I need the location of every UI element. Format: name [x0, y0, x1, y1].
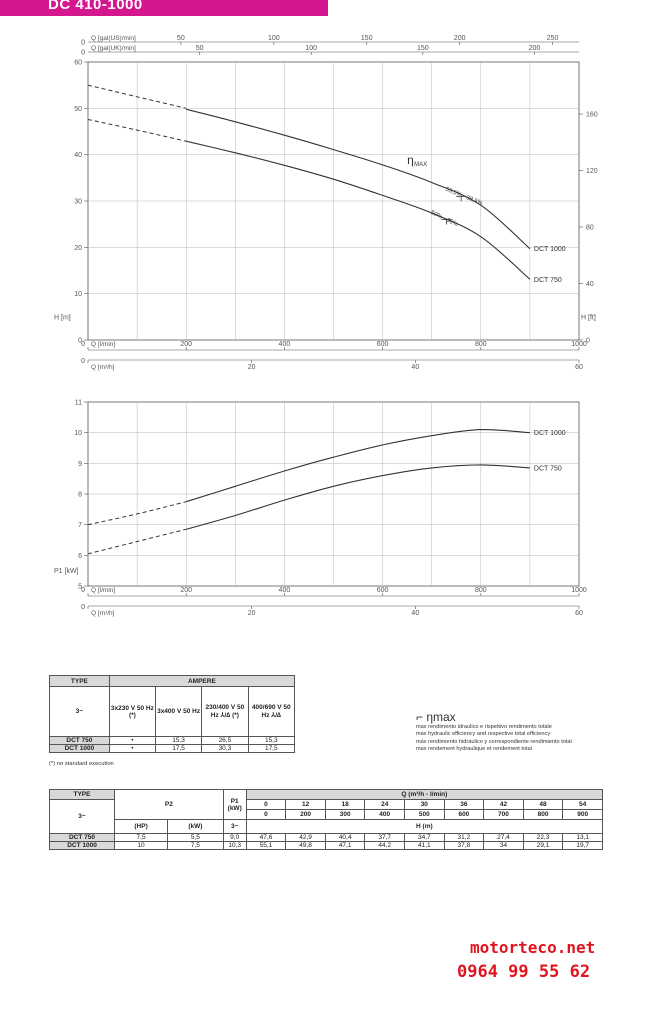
y-tick-label: 6	[78, 552, 82, 560]
ampere-col-0: 3x230 V 50 Hz (*)	[109, 687, 155, 737]
x-tick-label-m3h: 60	[575, 610, 583, 617]
y-tick-label: 5	[78, 583, 82, 591]
perf-unit-hp: (HP)	[115, 820, 168, 834]
table-row	[50, 745, 295, 753]
series-line	[186, 465, 530, 529]
efficiency-note	[416, 710, 572, 754]
y-right-tick-label: 0	[586, 337, 590, 345]
perf-p2-header: P2	[115, 790, 224, 820]
perf-q-m3h: 54	[563, 800, 603, 810]
x-tick-label-lmin: 0	[81, 341, 85, 348]
ampere-cell: •	[109, 737, 155, 745]
top-tick-label-us: 250	[546, 35, 559, 42]
x-tick-label-lmin: 0	[81, 587, 85, 594]
x-tick-label-lmin: 800	[474, 587, 487, 594]
perf-cell: 7,5	[168, 842, 224, 850]
perf-cell: 13,1	[563, 834, 603, 842]
efficiency-label: 50% - 36%	[429, 209, 459, 229]
perf-cell: 22,3	[523, 834, 563, 842]
perf-cell: 44,2	[365, 842, 405, 850]
perf-q-m3h: 0	[246, 800, 286, 810]
y-tick-label: 11	[74, 399, 82, 407]
perf-cell: 31,2	[444, 834, 484, 842]
ampere-col-1: 3x400 V 50 Hz	[155, 687, 201, 737]
perf-q-lmin: 300	[325, 810, 365, 820]
x-tick-label-m3h: 60	[575, 364, 583, 371]
efficiency-label: 53,5% - 38,5%	[444, 186, 484, 207]
perf-q-header: Q (m³/h - l/min)	[246, 790, 602, 800]
table-row	[50, 737, 295, 745]
efficiency-note-line: max hydraulic efficiency and respective total efficiency	[416, 731, 551, 738]
perf-cell: 42,9	[286, 834, 326, 842]
y-tick-label: 0	[78, 337, 82, 345]
perf-q-m3h: 42	[484, 800, 524, 810]
ampere-col-3: 400/690 V 50 Hz ⅄/∆	[248, 687, 294, 737]
x-tick-label-lmin: 600	[376, 341, 389, 348]
perf-cell: 19,7	[563, 842, 603, 850]
x-tick-label-lmin: 200	[180, 341, 193, 348]
perf-cell: 34,7	[405, 834, 445, 842]
perf-p1-header: P1 (kW)	[223, 790, 246, 820]
top-tick-label-uk: 200	[528, 45, 541, 52]
perf-cell: 29,1	[523, 842, 563, 850]
ampere-col-2: 230/400 V 50 Hz ⅄/∆ (*)	[202, 687, 248, 737]
x-tick-label-lmin: 400	[278, 587, 291, 594]
y-tick-label: 60	[74, 59, 82, 67]
perf-q-m3h: 12	[286, 800, 326, 810]
top-tick-label-uk: 150	[416, 45, 429, 52]
y-tick-label: 50	[74, 105, 82, 113]
y-tick-label: 20	[74, 244, 82, 252]
eta-annotation-sub: MAX	[414, 161, 428, 168]
y-tick-label: 40	[74, 152, 82, 160]
perf-q-lmin: 0	[246, 810, 286, 820]
y-tick-label: 7	[78, 522, 82, 530]
x-tick-label-m3h: 0	[81, 604, 85, 611]
top-tick-label-us: 50	[177, 35, 185, 42]
perf-cell: 41,1	[405, 842, 445, 850]
perf-phase: 3~	[50, 800, 115, 834]
perf-h-header: H (m)	[246, 820, 602, 834]
ampere-row-type: DCT 750	[50, 737, 110, 745]
table-row	[50, 842, 603, 850]
top-axis-uk-zero: 0	[81, 49, 85, 57]
ampere-cell: 17,5	[155, 745, 201, 753]
head-chart	[0, 20, 653, 400]
perf-cell: 49,8	[286, 842, 326, 850]
series-label: DCT 1000	[533, 246, 566, 254]
eta-max-symbol: ⌐ ηmax	[416, 710, 456, 724]
efficiency-note-line: máx rendimiento hidráulico y correspondiente rendimiento total	[416, 738, 572, 745]
x-tick-label-m3h: 40	[411, 364, 420, 371]
y-right-tick-label: 160	[586, 111, 598, 119]
perf-cell: 37,8	[444, 842, 484, 850]
perf-q-m3h: 18	[325, 800, 365, 810]
perf-cell: 37,7	[365, 834, 405, 842]
phone-text: 0964 99 55 62	[457, 962, 591, 982]
top-axis-us-label: Q [gal(US)/min]	[91, 35, 136, 42]
power-chart	[0, 392, 653, 632]
perf-cell: 5,5	[168, 834, 224, 842]
perf-q-m3h: 30	[405, 800, 445, 810]
x-tick-label-m3h: 20	[247, 610, 256, 617]
perf-type-header: TYPE	[50, 790, 115, 800]
y-tick-label: 8	[78, 491, 82, 499]
ampere-cell: 15,3	[155, 737, 201, 745]
perf-cell: 34	[484, 842, 524, 850]
top-tick-label-us: 200	[453, 35, 466, 42]
perf-cell: 47,6	[246, 834, 286, 842]
performance-table	[49, 789, 603, 850]
perf-unit-kw: (kW)	[168, 820, 224, 834]
y-tick-label: 10	[74, 291, 82, 299]
perf-cell: 47,1	[325, 842, 365, 850]
title-bar	[0, 0, 328, 16]
perf-q-lmin: 200	[286, 810, 326, 820]
ampere-cell: 17,5	[248, 745, 294, 753]
series-label: DCT 1000	[533, 430, 566, 438]
ampere-type-header: TYPE	[50, 676, 110, 687]
perf-q-m3h: 48	[523, 800, 563, 810]
x-tick-label-lmin: 1000	[571, 341, 587, 348]
x-axis-label-m3h: Q [m³/h]	[91, 364, 115, 371]
x-tick-label-m3h: 0	[81, 358, 85, 365]
ampere-cell: 26,5	[202, 737, 248, 745]
ampere-phase: 3~	[50, 687, 110, 737]
y-axis-label: H [m]	[54, 314, 71, 322]
x-tick-label-m3h: 20	[247, 364, 256, 371]
ampere-cell: •	[109, 745, 155, 753]
x-axis-label-lmin: Q [l/min]	[91, 341, 116, 348]
perf-cell: 40,4	[325, 834, 365, 842]
page-title: DC 410-1000	[48, 0, 143, 13]
perf-q-lmin: 500	[405, 810, 445, 820]
ampere-table	[49, 675, 295, 753]
x-tick-label-lmin: 800	[474, 341, 487, 348]
ampere-footnote: (*) no standard execution	[49, 761, 114, 767]
x-tick-label-lmin: 400	[278, 341, 291, 348]
perf-q-m3h: 36	[444, 800, 484, 810]
x-axis-label-m3h: Q [m³/h]	[91, 610, 115, 617]
top-tick-label-uk: 100	[305, 45, 318, 52]
ampere-cell: 15,3	[248, 737, 294, 745]
efficiency-note-line: max rendement hydraulique et rendement total	[416, 746, 532, 753]
perf-cell: 10,3	[223, 842, 246, 850]
series-line	[186, 141, 530, 279]
x-tick-label-lmin: 600	[376, 587, 389, 594]
y-right-axis-label: H [ft]	[581, 314, 596, 322]
top-axis-uk-label: Q [gal(UK)/min]	[91, 45, 136, 52]
x-tick-label-lmin: 1000	[571, 587, 587, 594]
eta-annotation: η	[407, 152, 414, 167]
y-tick-label: 9	[78, 460, 82, 468]
top-axis-us-zero: 0	[81, 39, 85, 47]
series-line	[186, 109, 530, 248]
top-tick-label-uk: 50	[195, 45, 204, 52]
y-right-tick-label: 120	[586, 168, 598, 176]
x-axis-label-lmin: Q [l/min]	[91, 587, 116, 594]
perf-q-lmin: 400	[365, 810, 405, 820]
perf-q-lmin: 800	[523, 810, 563, 820]
perf-row-type: DCT 750	[50, 834, 115, 842]
y-right-tick-label: 40	[586, 281, 594, 289]
x-tick-label-m3h: 40	[411, 610, 420, 617]
ampere-row-type: DCT 1000	[50, 745, 110, 753]
perf-cell: 10	[115, 842, 168, 850]
perf-q-m3h: 24	[365, 800, 405, 810]
perf-unit-phase: 3~	[223, 820, 246, 834]
perf-q-lmin: 900	[563, 810, 603, 820]
perf-cell: 9,0	[223, 834, 246, 842]
ampere-cell: 30,3	[202, 745, 248, 753]
perf-cell: 55,1	[246, 842, 286, 850]
efficiency-note-line: max rendimento idraulico e rispettivo rendimento totale	[416, 723, 552, 730]
top-tick-label-us: 100	[267, 35, 280, 42]
top-tick-label-us: 150	[360, 35, 373, 42]
table-row	[50, 834, 603, 842]
website-text: motorteco.net	[470, 938, 596, 957]
y-axis-label: P1 [kW]	[54, 568, 79, 576]
y-right-tick-label: 80	[586, 224, 594, 232]
y-tick-label: 10	[74, 430, 82, 438]
perf-q-lmin: 700	[484, 810, 524, 820]
x-tick-label-lmin: 200	[180, 587, 193, 594]
ampere-header: AMPERE	[109, 676, 294, 687]
series-label: DCT 750	[533, 276, 562, 284]
series-line	[186, 430, 530, 502]
y-tick-label: 30	[74, 198, 82, 206]
perf-cell: 7,5	[115, 834, 168, 842]
perf-cell: 27,4	[484, 834, 524, 842]
perf-q-lmin: 600	[444, 810, 484, 820]
perf-row-type: DCT 1000	[50, 842, 115, 850]
series-label: DCT 750	[533, 465, 562, 473]
